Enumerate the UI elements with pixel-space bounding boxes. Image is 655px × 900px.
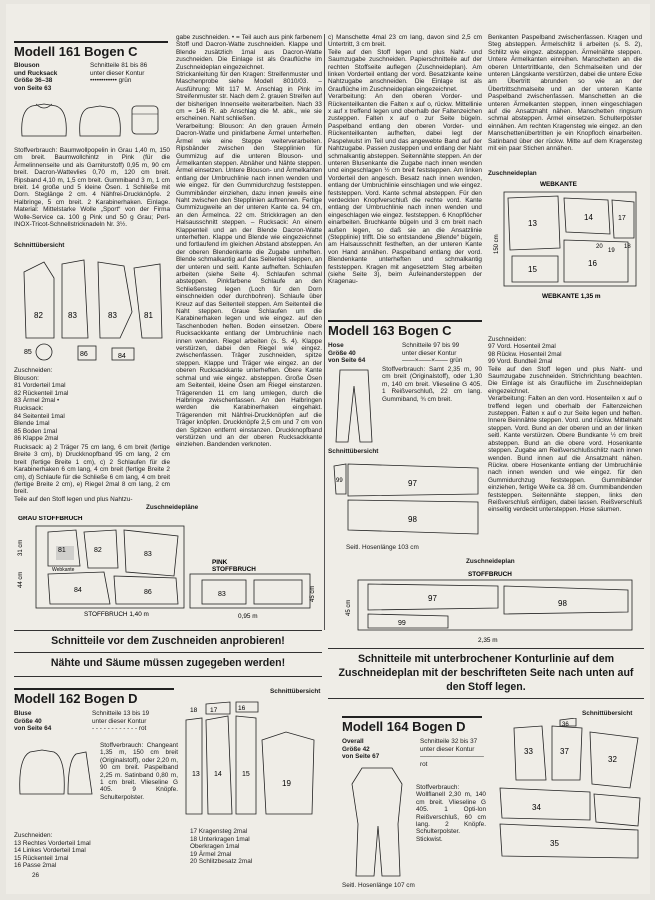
piece-85-label: 85 — [24, 349, 32, 356]
model-162-col4-text: Benkanten Paspelband zwischenfassen. Kragen und Steg absteppen. Ärmelschlitz li arbeiten (s. S. 2), Schlitz wie eingez. absteppen. Ärmelnähte steppen. Untere Ärmelkanten einreihen. Manschetten an die oberen Untertrittkante, den Schmalseiten und der unteren Längskante verstürzen, dabei die untere Ecke am Übertritt abrunden so wie an der Übertrittschmalseite und an der unteren Kante Paspelband zwischenfassen. Manschetten an die unteren Ärmelkanten steppen, innen eingeschlagen auf die Ansatznaht nähen. Manschetten ringsum schmal absteppen. Ärmel einsetzen. Schulterpolster einnähen. Am rechten Kragensteg wie eingez. an den Manschettenübertritten je ein Knopfloch einarbeiten. Satinband über der rückw. Mitte auf dem Kragensteg mit ein paar Stichen annähen. — [488, 34, 642, 153]
plan-83-pink: 83 — [218, 591, 226, 598]
model-164-schnitt-label: Schnittübersicht — [582, 710, 633, 717]
piece-99-label: 99 — [336, 478, 343, 484]
plan-162-height: 150 cm — [494, 234, 500, 254]
model-161-schnitt-label: Schnittübersicht — [14, 242, 65, 249]
banner-rule — [328, 648, 644, 649]
model-162-schnitt-label: Schnittübersicht — [270, 688, 321, 695]
model-161-zuschneiden-rest: Rucksack: a) 2 Träger 75 cm lang, 6 cm breit (fertige Breite 3 cm), b) Druckknopfband 95 cm lang, 2 cm breit (fertige Breite 1 cm), c) 2 Schlaufen für die Karabinerhaken 6 cm lang, 4 cm breit (fertige Breite 2 cm), d) Schlaufe für die Schließe 6 cm lang, 4 cm breit (fertige Breite 2 cm), e) Riegel 2mal 8 cm lang, 2 cm breit. Teile auf den Stoff legen und plus Nahtzu- — [14, 444, 170, 503]
model-162-fabric: Stoffverbrauch: Changeant 1,35 m, 150 cm breit (Originalstoff), oder 2,20 m, 90 cm breit. Paspelband 2,25 m. Satinband 0,80 m, 1 cm breit. Vlieseline G 405. 9 Knöpfe. Schulterpolster. — [100, 742, 178, 801]
model-162-title: Modell 162 Bogen D — [14, 691, 138, 706]
piece-82-label: 82 — [34, 311, 43, 320]
banner-contour: Schnitteile mit unterbrochener Konturlinie auf dem Zuschneideplan mit der beschrifteten Seite nach unten auf den Stoff legen. — [338, 653, 634, 693]
model-161-sketch — [14, 96, 170, 144]
model-163-cutting-plan — [328, 568, 642, 646]
model-162-cutting-plan — [488, 178, 644, 302]
piece-14-label: 14 — [214, 771, 222, 778]
piece-17-label: 17 — [210, 707, 218, 714]
model-161-zuschneiden: Zuschneiden: Blouson: 81 Vorderteil 1mal 82 Rückenteil 1mal 83 Ärmel 2mal • Rucksack: 84 Seitenteil 1mal Blende 1mal 85 Boden 1mal 86 Klappe 2mal — [14, 367, 69, 443]
model-161-title: Modell 161 Bogen C — [14, 44, 138, 59]
model-161-cutting-plan — [14, 516, 322, 620]
plan-18: 18 — [624, 244, 631, 250]
model-161-col2: gabe zuschneiden. • = Teil auch aus pink farbenem Stoff und Dacron-Watte zuschneiden. Klappe und Blende zusätzlich 1mal aus Dacron-Watte zuschneiden. Die Einlage ist als Grauflüche im Zuschneideplan eingezeichnet. Strickanleitung für den Kragen: Streifenmuster und Maschenprobe siehe Modell 8010/03. – Ausführung: Mit 117 M. Anschlag in Pink im Streifenmuster str. Nach dem 2. grauen Streifen auf der bisherigen Innenseite weiterarbeiten. Nach 33 cm = 146 R. ab Anschlag die M. abk., wie sie erscheinen. Naht schließen. Verarbeitung: Blouson: An den grauen Ärmeln Dacron-Watte und pinkfarbene Ärmel unterheften. Ärmel wie eine Steppe weiterverarbeiten. Ripsbänder zwischen den Stepplinien für Gummizug auf die unteren Blouson- und Ärmelkanten steppen. Abnäher und Nähte steppen. Ärmel einsetzen. Untere Blouson- und Ärmelkanten entlang der Umbruchlinie nach innen wenden und wie eingez. für den Gummidurchzug feststeppen. Gummibänder einziehen, dazu innen jeweils eine Naht zwischen den Stepplinien auftrennen. Fertige Gummizugweite an der unteren Kante ca. 94 cm, an den Ärmelnca. 22 cm. Strickkragen an den Halsausschnitt steppen. – Rucksack: An einem Klappenteil und an der Blende Dacron-Watte unterheften. Klappe und Blende wie eingezeichnet und fortlaufend im gleichen Abstand absteppen. An der oberen Blendenkante die Zugabe umheften. Blende schmalkantig auf das Seitenteil steppen, an der unteren und seitl. Kante aufheften. Schlaufen arbeiten (siehe Seite 4). Schlaufen schmal absteppen. Pinkfarbene Schlaufe an den Schließensteg legen (Loch für den Dorn einschneiden oder durchbohren). Schlaufe über Kreuz auf das Seitenteil steppen. Am Seitenteil die Naht steppen. Graue Schlaufen um die Karabinerhaken legen und wie eingez. auf den Taschenboden heften. Boden einsetzen. Obere Rucksackkante entlang der Umbruchlinie nach innen wenden. Riegel arbeiten (s. S. 4). Klappe verstürzen, dabei den Riegel wie eingez. zwischenfassen. Träger zuschneiden, spitze steppen. Klappe und Träger wie eingez. an der oberen Rucksackkante unterheften. Obere Kante schmal und wie eingez. absteppen. Große Ösen am Seitenteil, kleine Ösen am Riegel einstanzen. Trägerenden 11 cm lang umlegen, durch die Halbringe zwischenfassen. An den Halbringen werden die Karabinerhaken eingehakt. Trägerenden mit Nähfrei-Druckknöpfen auf die Träger knöpfen. Druckknöpfe 2,5 cm und 7 cm von den Spitzen entfernt einstanzen. Druckknopfband verstürzen und an der oberen Rucksackkante einziehen. Bandenden verknoten. — [176, 34, 322, 449]
model-164-schnitt-diagram — [490, 718, 644, 888]
pink-label: PINK STOFFBRUCH — [212, 559, 256, 573]
webkante-bottom: WEBKANTE 1,35 m — [542, 293, 601, 300]
model-162-meta: Bluse Größe 40 von Seite 64 — [14, 710, 52, 733]
model-164-title: Modell 164 Bogen D — [342, 719, 466, 734]
model-164-meta: Overall Größe 42 von Seite 67 — [342, 738, 380, 761]
model-162-list: 17 Kragensteg 2mal 18 Unterkragen 1mal Oberkragen 1mal 19 Ärmel 2mal 20 Schlitzbesatz 2mal — [190, 828, 253, 866]
piece-84-label: 84 — [118, 353, 126, 360]
model-163-sketch — [330, 366, 380, 446]
column-divider — [324, 34, 325, 630]
model-162-sketch — [14, 742, 94, 800]
model-164-sketch — [342, 764, 412, 880]
piece-83-label: 83 — [68, 311, 77, 320]
piece-15-label: 15 — [242, 771, 250, 778]
stoffbruch-163: STOFFBRUCH — [468, 571, 512, 578]
plan-82: 82 — [94, 547, 102, 554]
model-161-contour: Schnitteile 81 bis 86 unter dieser Kontur •••••••••••• grün — [90, 62, 148, 85]
model-164-fabric: Stoffverbrauch: Wollflanell 2,30 m, 140 cm breit. Vlieseline G 405. 1 Opti-lon Reißverschluß, 60 cm lang. 2 Knöpfe. Schulterpolster. Stickwist. — [416, 784, 486, 843]
grau-height-2: 31 cm — [18, 539, 24, 556]
model-162-zuschneiden: Zuschneiden: 13 Rechtes Vorderteil 1mal 14 Linkes Vorderteil 1mal 15 Rückenteil 1mal 16 Passe 2mal — [14, 832, 91, 870]
plan-13: 13 — [528, 219, 537, 228]
header-rule — [14, 688, 174, 690]
banner-rule — [14, 676, 322, 677]
webkante-small: Webkante — [52, 567, 75, 573]
piece-33-label: 33 — [524, 747, 533, 756]
header-rule — [14, 41, 168, 43]
banner-rule — [328, 698, 644, 699]
piece-13-label: 13 — [192, 771, 200, 778]
model-161-meta: Blouson und Rucksack Größe 36–38 von Seite 63 — [14, 62, 58, 92]
model-162-zplan-label: Zuschneideplan — [488, 170, 537, 177]
model-163-schnitt-label: Schnittübersicht — [328, 448, 379, 455]
piece-32-label: 32 — [608, 755, 617, 764]
grau-width: STOFFBRUCH 1,40 m — [84, 611, 149, 618]
model-162-contour: Schnitteile 13 bis 19 unter dieser Kontur - - - - - - - - - - - - rot — [92, 710, 150, 733]
model-162-schnitt-diagram — [182, 696, 322, 826]
banner-rule — [14, 652, 322, 653]
plan-163-width: 2,35 m — [478, 637, 498, 644]
plan-19: 19 — [608, 248, 615, 254]
page-number: 26 — [32, 872, 40, 879]
model-163-meta: Hose Größe 40 von Seite 64 — [328, 342, 366, 365]
piece-18-label: 18 — [190, 707, 198, 714]
plan-83: 83 — [144, 551, 152, 558]
banner-seam-allowance: Nähte und Säume müssen zugegeben werden! — [50, 657, 286, 669]
piece-98-label: 98 — [408, 515, 417, 524]
plan-81: 81 — [58, 547, 66, 554]
model-161-fabric: Stoffverbrauch: Baumwollpopelin in Grau 1,40 m, 150 cm breit. Baumwollchintz in Pink (für die Ärmelinnenseite und als Garniturstoff) 0,95 m, 90 cm breit. Dacron-Wattevlies 0,70 m, 120 cm breit. Ripsband 4,10 m, 1,5 cm breit. Gummiband 3 m, 1 cm breit. 14 große und 5 kleine Ösen. 1 Schließe mit Dorn. Steglänge 2 cm. 4 Nähfrei-Druckknöpfe. 2 Halbringe, 5 cm breit. 2 Karabinerhaken. Einlage. Material: Mittelstarke Wolle „Sport“ von der Firma Wolle-Service ca. 100 g Pink und 50 g Grau; Perl-INOX-Tricot-Schnellstricknadeln Nr. 3½. — [14, 147, 170, 229]
plan-14: 14 — [584, 213, 593, 222]
model-163-zplan-label: Zuschneideplan — [466, 558, 515, 565]
piece-86-label: 86 — [80, 351, 88, 358]
grau-label: GRAU STOFFBRUCH — [18, 516, 83, 522]
model-164-contour: Schnitteile 32 bis 37 unter dieser Kontur —————————— rot — [420, 738, 484, 768]
banner-try-on: Schnitteile vor dem Zuschneiden anprobieren! — [51, 635, 285, 647]
plan-99: 99 — [398, 620, 406, 627]
model-163-fabric: Stoffverbrauch: Samt 2,35 m, 90 cm breit (Originalstoff), oder 1,30 m, 140 cm breit. Vlieseline G 405. 1 Reißverschluß, 22 cm lang. Gummiband, ¾ cm breit. — [382, 366, 482, 403]
model-163-title: Modell 163 Bogen C — [328, 323, 452, 338]
piece-81-label: 81 — [144, 311, 153, 320]
pattern-page — [6, 4, 650, 894]
plan-20: 20 — [596, 244, 603, 250]
webkante-top: WEBKANTE — [540, 181, 577, 188]
piece-34-label: 34 — [532, 803, 541, 812]
plan-163-height: 45 cm — [346, 599, 352, 616]
plan-15: 15 — [528, 265, 537, 274]
plan-98: 98 — [558, 599, 567, 608]
header-rule — [342, 716, 482, 718]
banner-rule — [14, 630, 322, 631]
model-164-hose-len: Seitl. Hosenlänge 107 cm — [342, 882, 415, 889]
piece-35-label: 35 — [550, 839, 559, 848]
pink-height: 45 cm — [310, 585, 316, 602]
piece-16-label: 16 — [238, 705, 246, 712]
model-163-contour: Schnitteile 97 bis 99 unter dieser Kontur ——×——×—— grün — [402, 342, 463, 365]
plan-84: 84 — [74, 587, 82, 594]
pink-width: 0,95 m — [238, 613, 258, 620]
piece-83-b-label: 83 — [108, 311, 117, 320]
model-163-right-text: Zuschneiden: 97 Vord. Hosenteil 2mal 98 Rückw. Hosenteil 2mal 99 Vord. Bundteil 2mal Teile auf den Stoff legen und plus Naht- und Saumzugabe zuschneiden. Strichrichtung beachten. Die Einlage ist als Grauflüche im Zuschneideplan eingezeichnet. Verarbeitung: Falten an den vord. Hosenteilen x auf o treffend legen und oberhalb der Faltenzeichen zusteppen. Falten x auf o zur Seite legen und heften. Innere Beinnähte steppen. Vord. und rückw. Mittelnaht steppen. Vord. Bund an der oberen und an der linken seitl. Kante verstürzen. Obere Bundkante ½ cm breit absteppen. Bund an die obere vord. Hosenkante steppen. Zugabe am Reißverschlußschlitz nach innen wenden. Bund innen auf die Ansatznaht nähen. Rückw. obere Hosenkante entlang der Umbruchlinie nach innen wenden und wie eingez. für den Gummidurchzug feststeppen. Gummibänder einziehen, fertige Weite ca. 38 cm. Gummibandenden feststeppen. Seitennähte steppen, links den Reißverschluß einfügen, dabei lassen. Reißverschluß einseitig verdeckt untersteppen. Hose säumen. — [488, 336, 642, 514]
piece-37-label: 37 — [560, 747, 569, 756]
model-163-schnitt-diagram — [328, 456, 484, 540]
piece-97-label: 97 — [408, 479, 417, 488]
plan-17: 17 — [618, 215, 626, 222]
grau-height: 44 cm — [18, 571, 24, 588]
plan-86: 86 — [144, 589, 152, 596]
model-163-hose-len: Seitl. Hosenlänge 103 cm — [346, 544, 419, 551]
model-161-plan-title: Zuschneidepläne — [146, 504, 199, 511]
piece-19-label: 19 — [282, 779, 291, 788]
model-161-schnitt-diagram — [14, 252, 170, 364]
model-162-col3-text: c) Manschette 4mal 23 cm lang, davon sind 2,5 cm Untertritt, 3 cm breit. Teile auf den Stoff legen und plus Naht- und Saumzugabe zuschneiden. Papierschnitteile auf der rechten Stoffseite auflegen (Zuschneideplan). Am linken Vorderteil entlang der vord. Besatzkante keine Nahtzugabe anschneiden. Die Einlage ist als Grauflüche im Zuschneideplan eingezeichnet. Verarbeitung: An den oberen Vorder- und Rückenteilkanten die Falten x auf o, rückw. Mittellinie x auf x treffend legen und oberhalb der Faltenzeichen zusteppen. Falten x auf o zur Seite bügeln. Paspelband entlang den oberen Vorder- und Rückenteilkanten aufheften, dabei legt der Paspelwulst im Teil und das angewebte Band auf der Nahtzugabe. Passen zusteppen und entlang der Naht schmalkantig absteppen. Seitennähte steppen. An der unteren Blusenkante die Zugabe nach innen wenden und eingeschlagen ½ cm breit feststeppen. Am linken Vorderteil den angesch. Besatz nach innen wenden, entlang der Umbruchlinie einschlagen und wie eingez. feststeppen. Vord. Kante schmal absteppen. Für den verdeckten Knopfverschluß die rechte vord. Kante entlang der Umbruchlinie nach innen wenden und eingeschlagen wie eingez. feststeppen. 6 Knopflöcher einarbeiten. Bruchkante bügeln und 3 cm breit nach außen legen, so daß sie an die Ansatzlinie (Stepplinie) trifft. Die so entstandene „Blende“ bügeln, am Halsausschnitt festheften, an der unteren Kante von Hand annähen. Paspelband entlang der vord. Blendenkante unterheften und schmalkantig feststeppen. Kragen mit angesetztem Steg arbeiten (siehe Seite 3), beim Aufeinandersteppen der Kragenau- — [328, 34, 482, 286]
piece-36-label: 36 — [562, 722, 569, 728]
plan-97: 97 — [428, 594, 437, 603]
plan-16: 16 — [588, 259, 597, 268]
header-rule — [328, 320, 482, 322]
